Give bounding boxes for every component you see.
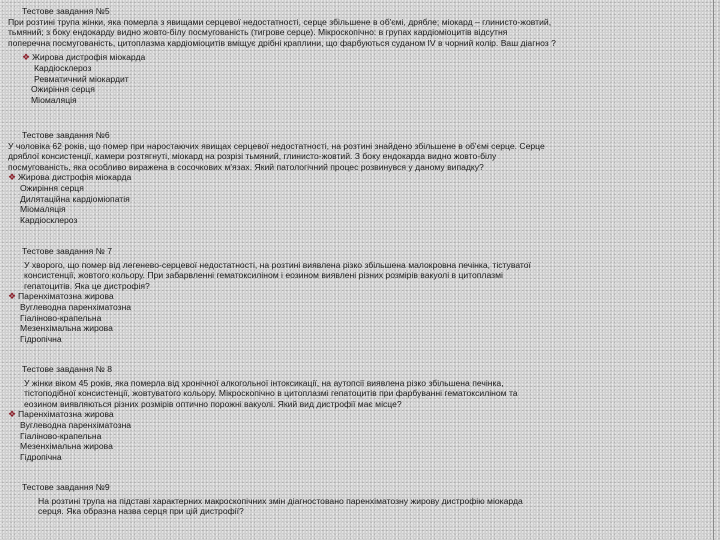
answer-option[interactable]: Кардіосклероз <box>34 62 92 73</box>
task-6 <box>0 130 712 225</box>
answer-option[interactable]: Гідропічна <box>20 333 62 344</box>
question-line: При розтині трупа жінки, яка померла з явищами серцевої недостатності, серце збільшене в об'ємі, дрябле; міокард – глинисто-жовтий, <box>8 16 552 27</box>
question-line: консистенції, жовтого кольору. При забарвленні гематоксиліном і еозином виявлені різних розмірів вакуолі в цитоплазмі <box>24 270 503 281</box>
answer-option[interactable]: Кардіосклероз <box>20 214 78 225</box>
question-line: гепатоцитів. Яка це дистрофія? <box>24 280 150 291</box>
answer-option[interactable]: Гіаліново-крапельна <box>20 312 102 323</box>
answer-option[interactable]: Гіаліново-крапельна <box>20 430 102 441</box>
answer-option[interactable]: Ожиріння серця <box>31 84 95 95</box>
answer-option-correct[interactable] <box>0 409 712 420</box>
task-title: Тестове завдання № 8 <box>22 364 112 374</box>
question-line: тістоподібної консистенції, жовтуватого кольору. Мікроскопічно в цитоплазмі гепатоцитів при фарбуванні гематоксиліном та <box>24 388 518 399</box>
question-line: У жінки віком 45 років, яка померла від хронічної алкогольної інтоксикації, на аутопсії виявлена різко збільшена печінка, <box>24 377 504 388</box>
answer-option[interactable]: Гідропічна <box>20 451 62 462</box>
diamond-marker-icon: ❖ <box>8 291 17 302</box>
answer-option[interactable]: Міомаляція <box>20 204 66 215</box>
answer-option-correct[interactable] <box>0 291 712 302</box>
task-7 <box>0 246 712 344</box>
answer-label: Жирова дистрофія міокарда <box>18 172 132 183</box>
diamond-marker-icon: ❖ <box>8 409 17 420</box>
task-title: Тестове завдання № 7 <box>22 246 112 256</box>
question-line: У хворого, що помер від легенево-серцевої недостатності, на розтині виявлена різко збільшена малокровна печінка, тістуватої <box>24 259 531 270</box>
task-8 <box>0 364 712 462</box>
diamond-marker-icon: ❖ <box>8 172 17 183</box>
question-line: посмугованість, яка особливо виражена в сосочкових м'язах. Який патологічний процес розвинувся у даному випадку? <box>8 161 484 172</box>
answer-label: Паренхіматозна жирова <box>18 291 114 302</box>
task-title: Тестове завдання №6 <box>22 130 110 140</box>
question-line: На розтині трупа на підставі характерних макроскопічних змін діагностовано паренхіматозну жирову дистрофію міокарда <box>38 495 523 506</box>
answer-option[interactable]: Мезенхімальна жирова <box>20 323 113 334</box>
diamond-marker-icon: ❖ <box>22 52 31 63</box>
question-line: тьмяний; з боку ендокарду видно жовто-білу посмугованість (тигрове серце). Мікроскопічно: в групах кардіоміоцитів відсутня <box>8 27 508 38</box>
question-line: дряблої консистенції, камери розтягнуті, міокард на розрізі тьмяний, глинисто-жовтий. З боку ендокарда видно жовто-білу <box>8 151 497 162</box>
answer-label: Паренхіматозна жирова <box>18 409 114 420</box>
answer-option-correct[interactable] <box>0 52 712 63</box>
answer-option[interactable]: Вуглеводна паренхіматозна <box>20 301 132 312</box>
question-line: еозином виявляються різних розмірів оптично порожні вакуолі. Який вид дистрофії має місце? <box>24 398 402 409</box>
task-5 <box>0 6 712 105</box>
task-9 <box>0 482 712 517</box>
answer-option-correct[interactable] <box>0 172 712 183</box>
question-line: поперечна посмугованість, цитоплазма кардіоміоцитів вміщує дрібні краплини, що фарбуються суданом IV в чорний колір. Ваш діагноз ? <box>8 37 556 48</box>
answer-label: Жирова дистрофія міокарда <box>32 52 146 63</box>
answer-option[interactable]: Ревматичний міокардит <box>34 73 129 84</box>
answer-option[interactable]: Вуглеводна паренхіматозна <box>20 419 132 430</box>
question-line: У чоловіка 62 років, що помер при наростаючих явищах серцевої недостатності, на розтині знайдено збільшене в об'ємі серце. Серце <box>8 140 545 151</box>
answer-option[interactable]: Мезенхімальна жирова <box>20 441 113 452</box>
task-title: Тестове завдання №5 <box>22 6 110 16</box>
answer-option[interactable]: Дилятаційна кардіоміопатія <box>20 193 130 204</box>
answer-option[interactable]: Ожиріння серця <box>20 182 84 193</box>
answer-option[interactable]: Міомаляція <box>31 94 77 105</box>
question-line: серця. Яка образна назва серця при цій дистрофії? <box>38 506 244 517</box>
task-title: Тестове завдання №9 <box>22 482 110 492</box>
